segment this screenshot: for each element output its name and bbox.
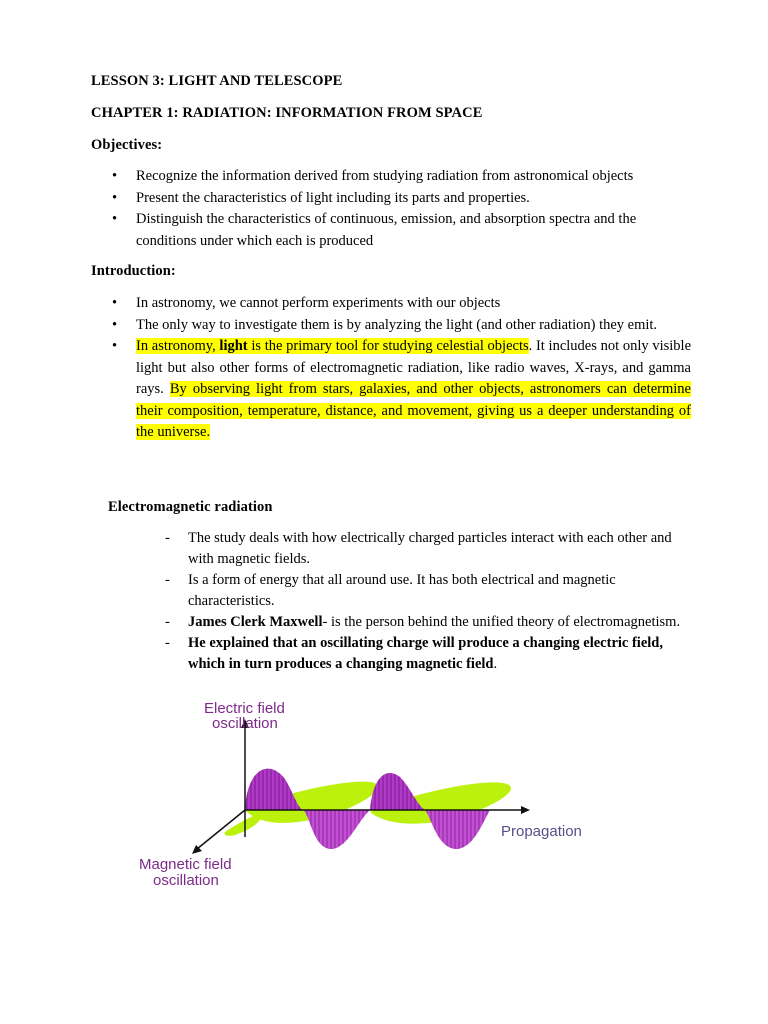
introduction-heading: Introduction: [91,263,176,279]
em-item: - Is a form of energy that all around use. It has both electrical and magnetic characteristics. [165,570,685,612]
light-bold-text: light [219,338,248,354]
em-radiation-list [165,528,685,675]
chapter-title: CHAPTER 1: RADIATION: INFORMATION FROM SPACE [91,105,483,121]
propagation-label: Propagation [501,823,582,840]
em-wave-figure [125,697,605,897]
highlight-1 [136,338,529,354]
objectives-heading: Objectives: [91,137,163,153]
introduction-list [91,293,691,444]
magnetic-label-line1: Magnetic field [139,856,232,873]
objective-item: • Distinguish the characteristics of continuous, emission, and absorption spectra and the conditions under which each is produced [91,209,691,252]
introduction-item: • In astronomy, we cannot perform experiments with our objects [91,293,691,315]
period: . [493,656,498,672]
objective-item: • Recognize the information derived from studying radiation from astronomical objects [91,166,691,188]
em-radiation-heading: Electromagnetic radiation [108,499,273,515]
em-item: - The study deals with how electrically charged particles interact with each other and with magnetic fields. [165,528,685,570]
highlight-text: is the primary tool for studying celestial objects [247,338,529,354]
objective-item: • Present the characteristics of light including its parts and properties. [91,188,691,210]
highlight-2: By observing light from stars, galaxies, and other objects, astronomers can determine their composition, temperature, distance, and movement, giving us a deeper understanding of the universe. [136,381,691,440]
electric-label-line1: Electric field [204,700,285,717]
introduction-item: • The only way to investigate them is by analyzing the light (and other radiation) they emit. [91,315,691,337]
electric-label-line2: oscillation [212,715,278,732]
maxwell-name: James Clerk Maxwell [188,614,323,630]
lesson-title: LESSON 3: LIGHT AND TELESCOPE [91,73,343,89]
magnetic-label-line2: oscillation [153,872,219,889]
plain-text: . It includes not only visible light but also other forms of electromagnetic radiation, like radio waves, X-rays, and gamma rays. [136,338,691,397]
maxwell-text: - is the person behind the unified theory of electromagnetism. [322,614,681,630]
highlight-text: In astronomy, [136,338,220,354]
em-item [165,612,685,633]
objectives-list [91,166,691,252]
maxwell-explanation: He explained that an oscillating charge will produce a changing electric field, which in turn produces a changing magnetic field [188,635,663,672]
introduction-item-highlighted [91,336,691,444]
em-item [165,633,685,675]
